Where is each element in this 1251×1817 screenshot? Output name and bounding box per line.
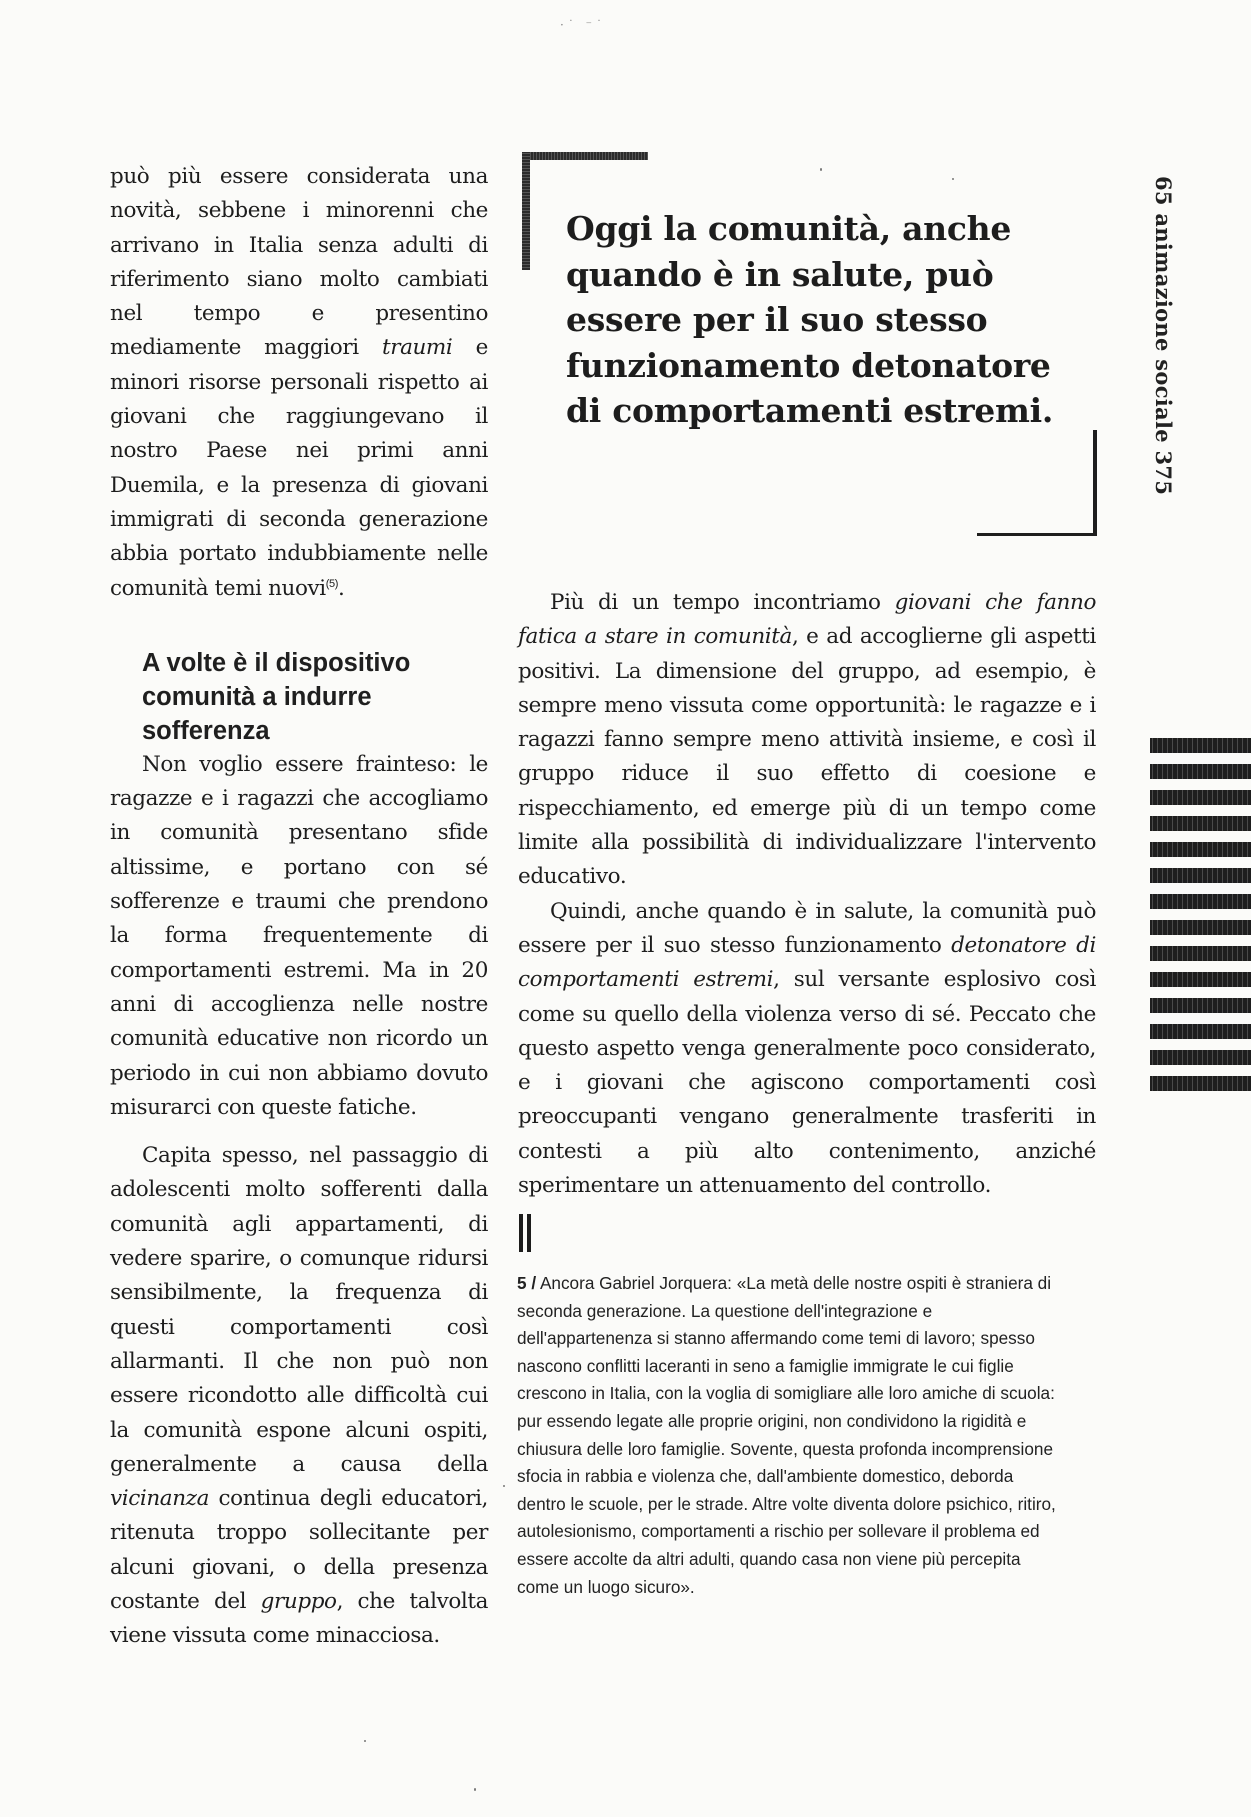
scan-speck [474,1788,476,1791]
section-heading: A volte è il dispositivo comunità a indurre sofferenza [142,648,411,745]
emphasis-giovani: giovani che fanno fatica a stare in comunità [518,590,1096,650]
footnote-number: 5 / [517,1273,537,1293]
emphasis-vicinanza: vicinanza [110,1486,209,1512]
footnote-5 [517,1270,1062,1601]
section-end-mark [519,1214,533,1252]
emphasis-traumi: traumi [381,335,453,361]
left-column [110,160,488,1654]
right-paragraph-1: Più di un tempo incontriamo giovani che fanno fatica a stare in comunità, e ad accoglierne gli aspetti positivi. La dimensione del gruppo, ad esempio, è sempre meno vissuta come opportunità: le ragazze e i ragazzi fanno sempre meno attività insieme, e così il gruppo riduce il suo effetto di coesione e rispecchiamento, ed emerge più di un tempo come limite alla possibilità di individualizzare l'intervento educativo. [518,590,1096,890]
scan-speck [820,168,822,171]
quote-bracket-top [522,152,648,160]
pull-quote-text: Oggi la comunità, anche quando è in salute, può essere per il suo stesso funzionamento detonatore di comportamenti estremi. [566,209,1054,430]
right-paragraph-2: Quindi, anche quando è in salute, la comunità può essere per il suo stesso funzionamento detonatore di comportamenti estremi, sul versante esplosivo così come su quello della violenza verso di sé. Peccato che questo aspetto venga generalmente poco considerato, e i giovani che agiscono comportamenti così preoccupanti vengano generalmente trasferiti in contesti a più alto contenimento, anziché sperimentare un attenuamento del controllo. [518,898,1096,1199]
left-paragraph-1: può più essere considerata una novità, sebbene i minorenni che arrivano in Italia senza adulti di riferimento siano molto cambiati nel tempo e presentino mediamente maggiori traumi e minori risorse personali rispetto ai giovani che raggiungevano il nostro Paese nei primi anni Duemila, e la presenza di giovani immigrati di seconda generazione abbia portato indubbiamente nelle comunità temi nuovi$^{(5)}$. [110,164,489,601]
scan-speck [364,1740,366,1742]
quote-bracket-left [522,152,530,270]
emphasis-gruppo: gruppo [260,1588,337,1614]
scan-speck [952,178,954,180]
running-header [1142,176,1182,496]
scan-specks: ·˙ ⁻˙ [560,18,606,32]
running-header-text: 65 animazione sociale 375 [1151,176,1176,496]
pull-quote [522,152,1097,536]
footnote-ref-5[interactable]: (5) [325,577,339,590]
right-column [518,586,1096,1203]
quote-bracket-bottom [977,533,1097,536]
scan-speck [503,1485,505,1487]
left-paragraph-3: Capita spesso, nel passaggio di adolescenti molto sofferenti dalla comunità agli appartamenti, di vedere sparire, o comunque ridursi sensibilmente, la frequenza di questi comportamenti così allarmanti. Il che non può non essere ricondotto alle difficoltà cui la comunità espone alcuni ospiti, generalmente a causa della vicinanza continua degli educatori, ritenuta troppo sollecitante per alcuni giovani, o della presenza costante del gruppo, che talvolta viene vissuta come minacciosa. [110,1143,488,1649]
emphasis-detonatore: detonatore di comportamenti estremi [518,932,1096,993]
quote-bracket-right [1093,430,1097,536]
section-tab-marker [1150,738,1251,1112]
footnote-text: Ancora Gabriel Jorquera: «La metà delle nostre ospiti è straniera di seconda generazione. La questione dell'integrazione e dell'appartenenza si stanno affermando come temi di lavoro; spesso nascono conflitti laceranti in seno a famiglie immigrate le cui figlie crescono in Italia, con la voglia di somigliare alle loro amiche di scuola: pur essendo legate alle proprie origini, non condividono la rigidità e chiusura delle loro famiglie. Sovente, questa profonda incomprensione sfocia in rabbia e violenza che, dall'ambiente domestico, deborda dentro le scuole, per le strade. Altre volte diventa dolore psichico, ritiro, autolesionismo, comportamenti a rischio per sollevare il problema ed essere accolte da altri adulti, quando casa non viene più percepita come un luogo sicuro». [517,1273,1056,1597]
left-paragraph-2: Non voglio essere frainteso: le ragazze e i ragazzi che accogliamo in comunità presentano sfide altissime, e portano con sé sofferenze e traumi che prendono la forma frequentemente di comportamenti estremi. Ma in 20 anni di accoglienza nelle nostre comunità educative non ricordo un periodo in cui non abbiamo dovuto misurarci con queste fatiche. [110,751,488,1120]
